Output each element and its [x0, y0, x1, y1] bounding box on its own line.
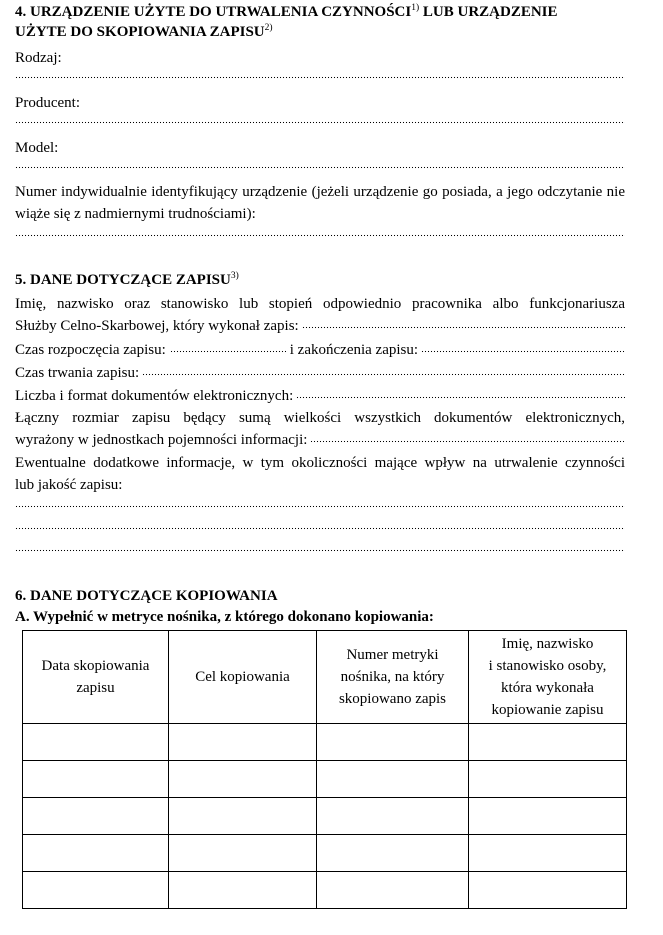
- rodzaj-input[interactable]: [15, 71, 625, 81]
- laczny-input[interactable]: [310, 440, 625, 446]
- table-cell[interactable]: [169, 798, 317, 835]
- producent-label: Producent:: [15, 95, 80, 111]
- i-zakonczenia-label: i zakończenia zapisu:: [289, 342, 419, 358]
- table-cell[interactable]: [317, 761, 469, 798]
- czas-rozpoczecia-label: Czas rozpoczęcia zapisu:: [15, 342, 166, 358]
- copy-table-header-row: [23, 631, 627, 724]
- ewentualne-input-2[interactable]: [15, 522, 625, 532]
- table-row: [23, 761, 627, 798]
- imie-input[interactable]: [302, 326, 625, 332]
- table-cell[interactable]: [469, 724, 627, 761]
- rodzaj-field: [15, 47, 625, 81]
- table-cell[interactable]: [23, 872, 169, 909]
- table-cell[interactable]: [469, 761, 627, 798]
- header-osoba-kopiujaca: Imię, nazwisko i stanowisko osoby, która wykonała kopiowanie zapisu: [469, 631, 627, 724]
- ewentualne-text-line2: lub jakość zapisu:: [15, 477, 123, 493]
- ewentualne-field: [15, 452, 625, 554]
- table-row: [23, 724, 627, 761]
- table-row: [23, 798, 627, 835]
- laczny-field: [15, 407, 625, 451]
- section5-heading-text: 5. DANE DOTYCZĄCE ZAPISU: [15, 272, 231, 288]
- section6-heading: 6. DANE DOTYCZĄCE KOPIOWANIA: [15, 588, 278, 604]
- numer-label: Numer indywidualnie identyfikujący urządzenie (jeżeli urządzenie go posiada, a jego odczytanie nie wiąże się z nadmiernymi trudnościami):: [15, 184, 625, 222]
- laczny-label: wyrażony w jednostkach pojemności informacji:: [15, 432, 308, 448]
- imie-label: Służby Celno-Skarbowej, który wykonał zapis:: [15, 318, 299, 334]
- footnote-2: 2): [264, 23, 273, 33]
- laczny-text-line1: Łączny rozmiar zapisu będący sumą wielkości wszystkich dokumentów elektronicznych,: [15, 410, 625, 426]
- liczba-input[interactable]: [296, 396, 625, 402]
- ewentualne-input-1[interactable]: [15, 500, 625, 510]
- czas-rozpoczecia-input[interactable]: [170, 350, 286, 356]
- liczba-field: [15, 385, 625, 407]
- footnote-1: 1): [411, 3, 420, 13]
- czas-rozpoczecia-field: [15, 339, 625, 361]
- table-cell[interactable]: [169, 835, 317, 872]
- rodzaj-label: Rodzaj:: [15, 50, 62, 66]
- czas-trwania-field: [15, 362, 625, 384]
- imie-text-line1: Imię, nazwisko oraz stanowisko lub stopień odpowiednio pracownika albo funkcjonariusza: [15, 296, 625, 312]
- footnote-3: 3): [230, 271, 239, 281]
- numer-input[interactable]: [15, 229, 625, 239]
- section4-heading: [15, 2, 625, 42]
- section5-heading: [15, 270, 625, 290]
- table-cell[interactable]: [469, 835, 627, 872]
- header-cel-kopiowania: Cel kopiowania: [169, 631, 317, 724]
- table-cell[interactable]: [169, 724, 317, 761]
- table-cell[interactable]: [23, 761, 169, 798]
- table-cell[interactable]: [317, 872, 469, 909]
- table-cell[interactable]: [469, 872, 627, 909]
- table-cell[interactable]: [23, 724, 169, 761]
- numer-field: [15, 181, 625, 239]
- czas-trwania-input[interactable]: [142, 373, 625, 379]
- table-row: [23, 835, 627, 872]
- ewentualne-input-3[interactable]: [15, 544, 625, 554]
- table-cell[interactable]: [317, 835, 469, 872]
- table-cell[interactable]: [469, 798, 627, 835]
- liczba-label: Liczba i format dokumentów elektronicznych:: [15, 388, 294, 404]
- model-label: Model:: [15, 140, 59, 156]
- header-numer-metryki: Numer metryki nośnika, na który skopiowano zapis: [317, 631, 469, 724]
- copy-table: [22, 630, 627, 909]
- copy-table-body: [23, 724, 627, 909]
- ewentualne-text-line1: Ewentualne dodatkowe informacje, w tym okoliczności mające wpływ na utrwalenie czynności: [15, 455, 625, 471]
- producent-input[interactable]: [15, 116, 625, 126]
- table-cell[interactable]: [169, 761, 317, 798]
- table-cell[interactable]: [317, 798, 469, 835]
- producent-field: [15, 92, 625, 126]
- model-field: [15, 137, 625, 171]
- model-input[interactable]: [15, 161, 625, 171]
- table-row: [23, 872, 627, 909]
- header-data-skopiowania: Data skopiowania zapisu: [23, 631, 169, 724]
- table-cell[interactable]: [23, 798, 169, 835]
- section4-heading-line1-end: LUB URZĄDZENIE: [419, 4, 558, 20]
- section4-heading-line2: UŻYTE DO SKOPIOWANIA ZAPISU: [15, 24, 265, 40]
- czas-trwania-label: Czas trwania zapisu:: [15, 365, 140, 381]
- czas-zakonczenia-input[interactable]: [421, 350, 625, 356]
- imie-field: [15, 293, 625, 337]
- table-cell[interactable]: [317, 724, 469, 761]
- table-cell[interactable]: [23, 835, 169, 872]
- section6-subheading: A. Wypełnić w metryce nośnika, z którego dokonano kopiowania:: [15, 609, 434, 625]
- table-cell[interactable]: [169, 872, 317, 909]
- section4-heading-line1: 4. URZĄDZENIE UŻYTE DO UTRWALENIA CZYNNOŚCI: [15, 4, 412, 20]
